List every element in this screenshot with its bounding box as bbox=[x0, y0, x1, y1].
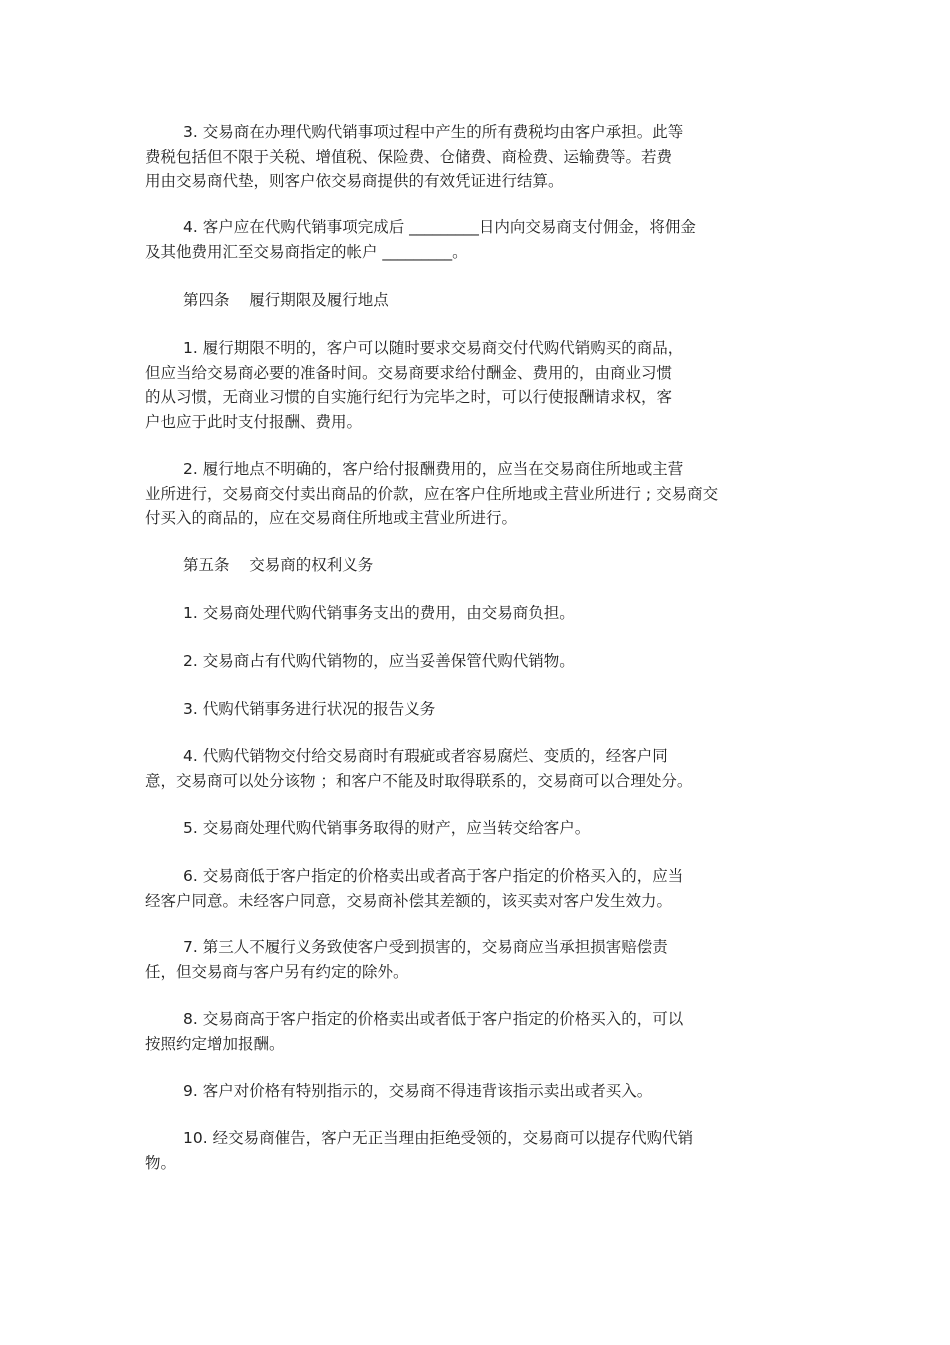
article-5-item-8 bbox=[145, 1007, 683, 1056]
text-line: 3. 交易商在办理代购代销事项过程中产生的所有费税均由客户承担。此等 bbox=[183, 123, 684, 141]
article-5-item-2 bbox=[145, 649, 575, 674]
text-line: 的从习惯，无商业习惯的自实施行纪行为完毕之时，可以行使报酬请求权，客 bbox=[145, 388, 673, 406]
text-line: 付买入的商品的，应在交易商住所地或主营业所进行。 bbox=[145, 509, 518, 527]
text-line: 6. 交易商低于客户指定的价格卖出或者高于客户指定的价格买入的，应当 bbox=[183, 867, 684, 885]
text-line: 费税包括但不限于关税、增值税、保险费、仓储费、商检费、运输费等。若费 bbox=[145, 147, 673, 166]
article-5-item-1 bbox=[145, 601, 575, 626]
text-line: 任，但交易商与客户另有约定的除外。 bbox=[145, 962, 409, 981]
text-line: 按照约定增加报酬。 bbox=[145, 1034, 285, 1053]
text-line: 1. 履行期限不明的，客户可以随时要求交易商交付代购代销购买的商品， bbox=[183, 339, 684, 357]
article-4-item-1 bbox=[145, 336, 683, 434]
text-line: 2. 交易商占有代购代销物的，应当妥善保管代购代销物。 bbox=[183, 652, 575, 670]
text-line: 意，交易商可以处分该物 ；和客户不能及时取得联系的，交易商可以合理处分。 bbox=[145, 771, 693, 790]
section-heading-article-5: 第五条 交易商的权利义务 bbox=[183, 556, 374, 574]
text-line: 经客户同意。未经客户同意，交易商补偿其差额的，该买卖对客户发生效力。 bbox=[145, 891, 673, 910]
text-line: 户也应于此时支付报酬、费用。 bbox=[145, 412, 363, 431]
text-line: 但应当给交易商必要的准备时间。交易商要求给付酬金、费用的，由商业习惯 bbox=[145, 363, 673, 382]
article-5-item-4 bbox=[145, 744, 692, 793]
text-line: 8. 交易商高于客户指定的价格卖出或者低于客户指定的价格买入的，可以 bbox=[183, 1010, 684, 1028]
clause-4-commission bbox=[145, 215, 696, 264]
text-line: 物。 bbox=[145, 1153, 177, 1172]
article-5-item-7 bbox=[145, 935, 668, 984]
text-line: 4. 代购代销物交付给交易商时有瑕疵或者容易腐烂、变质的，经客户同 bbox=[183, 747, 668, 765]
text-line: 7. 第三人不履行义务致使客户受到损害的，交易商应当承担损害赔偿责 bbox=[183, 938, 668, 956]
article-5-item-3 bbox=[145, 697, 435, 722]
clause-3-fees bbox=[145, 120, 683, 194]
text-line: 9. 客户对价格有特别指示的，交易商不得违背该指示卖出或者买入。 bbox=[183, 1082, 653, 1100]
article-5-item-9 bbox=[145, 1079, 652, 1104]
text-line: 4. 客户应在代购代销事项完成后 _________日内向交易商支付佣金，将佣金 bbox=[183, 218, 696, 236]
article-5-item-5 bbox=[145, 816, 590, 841]
article-5-item-10 bbox=[145, 1126, 693, 1175]
article-4-item-2 bbox=[145, 457, 718, 531]
section-heading-article-4: 第四条 履行期限及履行地点 bbox=[183, 291, 389, 309]
text-line: 3. 代购代销事务进行状况的报告义务 bbox=[183, 700, 436, 718]
text-line: 5. 交易商处理代购代销事务取得的财产，应当转交给客户。 bbox=[183, 819, 591, 837]
text-line: 2. 履行地点不明确的，客户给付报酬费用的，应当在交易商住所地或主营 bbox=[183, 460, 684, 478]
text-line: 用由交易商代垫，则客户依交易商提供的有效凭证进行结算。 bbox=[145, 172, 564, 190]
text-line: 及其他费用汇至交易商指定的帐户 _________。 bbox=[145, 242, 468, 261]
text-line: 业所进行，交易商交付卖出商品的价款，应在客户住所地或主营业所进行 ; 交易商交 bbox=[145, 484, 719, 503]
text-line: 10. 经交易商催告，客户无正当理由拒绝受领的，交易商可以提存代购代销 bbox=[183, 1129, 694, 1147]
article-5-item-6 bbox=[145, 864, 683, 913]
text-line: 1. 交易商处理代购代销事务支出的费用，由交易商负担。 bbox=[183, 604, 575, 622]
